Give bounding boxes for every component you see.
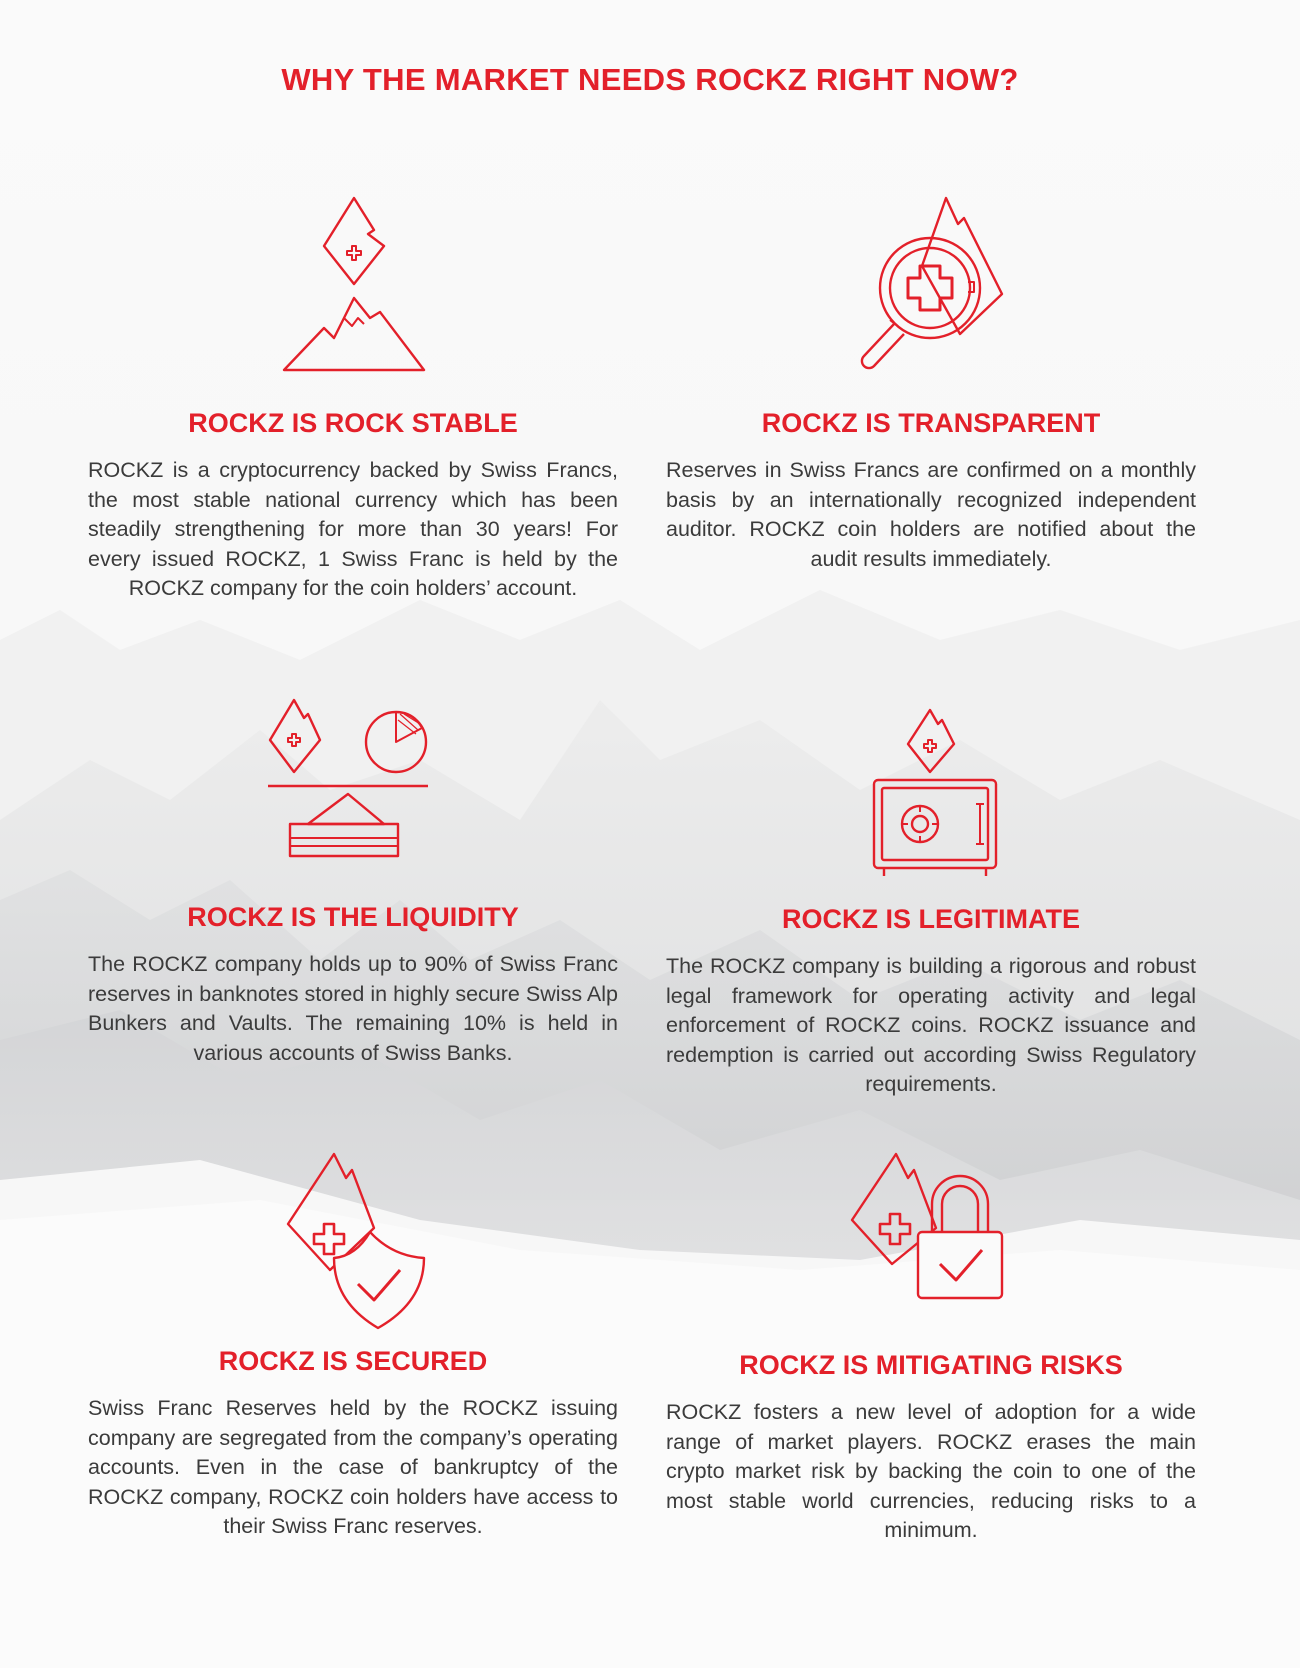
heading-text: IS LEGITIMATE xyxy=(878,904,1080,934)
feature-heading xyxy=(666,1350,1196,1381)
feature-heading xyxy=(88,408,618,439)
feature-heading xyxy=(88,902,618,933)
brand-name: ROCKZ xyxy=(739,1350,836,1380)
magnifier-icon xyxy=(842,196,1022,376)
feature-description: Reserves in Swiss Francs are confirmed on a monthly basis by an internationally recognized independent auditor. ROCKZ coin holders are notified about the audit results immediately. xyxy=(666,458,1196,571)
heading-text: IS THE LIQUIDITY xyxy=(283,902,519,932)
feature-description: Swiss Franc Reserves held by the ROCKZ issuing company are segregated from the company’s operating accounts. Even in the case of bankruptcy of the ROCKZ company, ROCKZ coin holders have access to their Swiss Franc reserves. xyxy=(88,1396,618,1538)
padlock-icon xyxy=(852,1152,1012,1322)
safe-icon xyxy=(870,708,1000,878)
brand-name: ROCKZ xyxy=(782,904,878,934)
feature-description: The ROCKZ company is building a rigorous and robust legal framework for operating activity and legal enforcement of ROCKZ coins. ROCKZ issuance and redemption is carried out according Swiss Regulatory requirements. xyxy=(666,954,1196,1096)
heading-text: IS TRANSPARENT xyxy=(857,408,1101,438)
heading-text: IS ROCK STABLE xyxy=(284,408,518,438)
brand-name: ROCKZ xyxy=(761,408,858,438)
page-title: WHY THE MARKET NEEDS ROCKZ RIGHT NOW? xyxy=(281,62,1019,97)
feature-heading xyxy=(666,904,1196,935)
mountain-flag-icon xyxy=(274,194,434,374)
brand-name: ROCKZ xyxy=(187,902,284,932)
brand-name: ROCKZ xyxy=(218,1346,315,1376)
feature-heading xyxy=(666,408,1196,439)
feature-heading xyxy=(88,1346,618,1377)
heading-text: IS MITIGATING RISKS xyxy=(835,1350,1123,1380)
shield-icon xyxy=(274,1152,434,1332)
feature-description: The ROCKZ company holds up to 90% of Swiss Franc reserves in banknotes stored in highly secure Swiss Alp Bunkers and Vaults. The remaining 10% is held in various accounts of Swiss Banks. xyxy=(88,952,618,1065)
feature-description: ROCKZ fosters a new level of adoption for a wide range of market players. ROCKZ erases the main crypto market risk by backing the coin to one of the most stable world currencies, reducing risks to a minimum. xyxy=(666,1400,1196,1542)
brand-name: ROCKZ xyxy=(188,408,285,438)
balance-icon xyxy=(268,698,438,878)
heading-text: IS SECURED xyxy=(314,1346,488,1376)
feature-description: ROCKZ is a cryptocurrency backed by Swiss Francs, the most stable national currency which has been steadily strengthening for more than 30 years! For every issued ROCKZ, 1 Swiss Franc is held by the ROCKZ company for the coin holders’ account. xyxy=(88,458,618,600)
